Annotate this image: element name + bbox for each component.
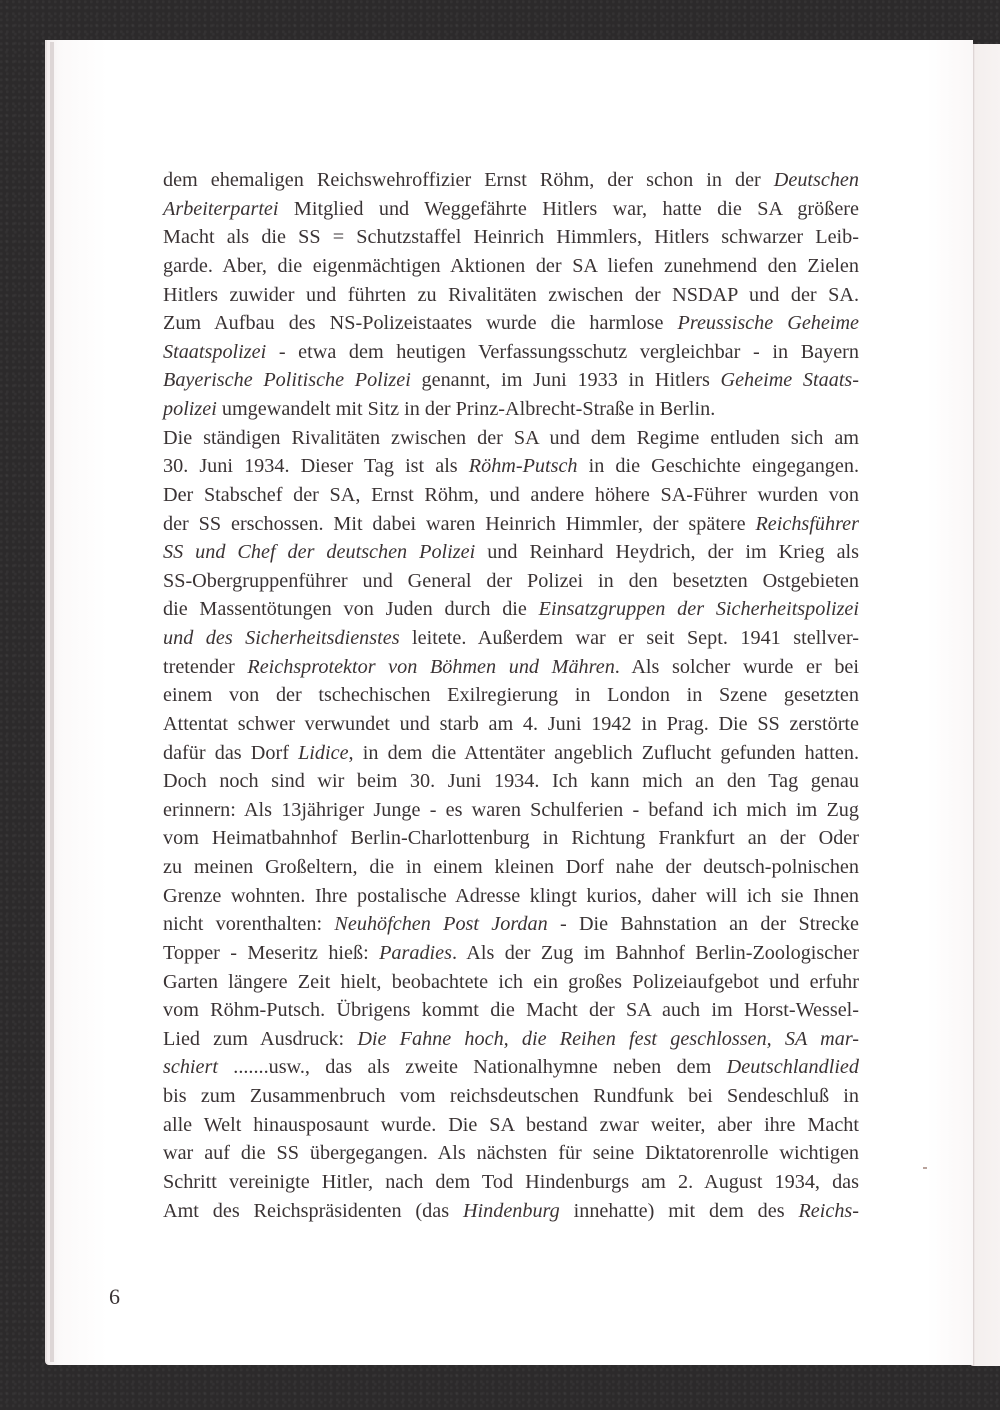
text-line: [163, 653, 859, 682]
text-line: [163, 452, 859, 481]
text-span: erinnern: Als 13jähriger Junge - es waren Schulferien - befand ich mich im Zug: [163, 798, 859, 821]
text-line: [163, 796, 859, 825]
italic-text: polizei: [163, 398, 217, 420]
text-line: [163, 281, 859, 310]
text-span: Der Stabschef der SA, Ernst Röhm, und andere höhere SA-Führer wurden von: [163, 483, 859, 506]
text-span: Hitlers zuwider und führten zu Rivalitäten zwischen der NSDAP und der SA.: [163, 283, 859, 306]
text-line: [163, 882, 859, 911]
text-line: [163, 195, 859, 224]
text-span: zu meinen Großeltern, die in einem kleinen Dorf nahe der deutsch-polnischen: [163, 856, 859, 878]
text-span: - Die Bahnstation an der Strecke: [547, 913, 859, 936]
text-span: Garten längere Zeit hielt, beobachtete ich ein großes Polizeiaufgebot und erfuhr: [163, 970, 859, 993]
text-line: [163, 252, 859, 281]
page-number: 6: [109, 1284, 120, 1309]
italic-text: Bayerische Politische Polizei: [163, 369, 411, 392]
italic-text: Einsatzgruppen der Sicherheitspolizei: [538, 598, 859, 621]
text-span: Mitglied und Weggefährte Hitlers war, hatte die SA größere: [278, 197, 859, 220]
text-span: alle Welt hinausposaunt wurde. Die SA bestand zwar weiter, aber ihre Macht: [163, 1113, 859, 1136]
text-line: [163, 996, 859, 1025]
text-line: [163, 223, 859, 252]
text-line: [163, 595, 859, 624]
text-span: die Massentötungen von Juden durch die: [163, 598, 539, 621]
italic-text: Preussische Geheime: [677, 312, 859, 335]
text-span: 30. Juni 1934. Dieser Tag ist als: [163, 455, 469, 478]
text-line: [163, 309, 859, 338]
text-span: der SS erschossen. Mit dabei waren Heinrich Himmler, der spätere: [163, 512, 756, 535]
italic-text: Deutschen: [773, 169, 859, 191]
italic-text: Arbeiterpartei: [163, 197, 279, 220]
text-line: [163, 1197, 859, 1226]
text-span: Grenze wohnten. Ihre postalische Adresse klingt kurios, daher will ich sie Ihnen: [163, 884, 859, 907]
text-line: [163, 338, 859, 367]
text-line: [163, 1082, 859, 1111]
italic-text: Lidice: [298, 741, 349, 764]
text-line: [163, 1025, 859, 1054]
italic-text: Neuhöfchen Post Jordan: [334, 913, 548, 936]
text-line: [163, 166, 859, 195]
text-span: .......usw., das als zweite Nationalhymne neben dem: [217, 1056, 727, 1079]
italic-text: Die Fahne hoch, die Reihen fest geschlossen, SA mar-: [357, 1027, 860, 1050]
italic-text: Reichs-: [798, 1199, 859, 1222]
text-line: [163, 538, 859, 567]
text-line: [163, 1111, 859, 1140]
text-span: umgewandelt mit Sitz in der Prinz-Albrecht-Straße in Berlin.: [216, 398, 716, 420]
text-span: Doch noch sind wir beim 30. Juni 1934. Ich kann mich an den Tag genau: [163, 770, 859, 793]
text-line: [163, 681, 859, 710]
body-text: [163, 166, 859, 1225]
text-line: [163, 1053, 859, 1082]
page-stack-edge: [50, 42, 54, 1362]
text-span: vom Röhm-Putsch. Übrigens kommt die Macht der SA auch im Horst-Wessel-: [163, 999, 859, 1022]
italic-text: Staatspolizei: [163, 340, 267, 363]
text-line: [163, 1168, 859, 1197]
text-span: nicht vorenthalten:: [163, 913, 335, 936]
print-mark: [923, 1167, 927, 1169]
italic-text: SS und Chef der deutschen Polizei: [163, 541, 476, 564]
italic-text: und des Sicherheitsdienstes: [163, 627, 400, 649]
text-span: einem von der tschechischen Exilregierung in London in Szene gesetzten: [163, 684, 859, 707]
text-span: Amt des Reichspräsidenten (das: [163, 1199, 463, 1222]
italic-text: Hindenburg: [462, 1199, 560, 1222]
text-span: dafür das Dorf: [163, 741, 299, 764]
adjacent-page-edge: [971, 44, 1000, 1366]
text-line: [163, 481, 859, 510]
text-span: SS-Obergruppenführer und General der Polizei in den besetzten Ostgebieten: [163, 569, 859, 592]
text-span: Attentat schwer verwundet und starb am 4. Juni 1942 in Prag. Die SS zerstörte: [163, 712, 859, 735]
italic-text: Röhm-Putsch: [468, 455, 578, 478]
text-span: Zum Aufbau des NS-Polizeistaates wurde die harmlose: [163, 312, 678, 335]
text-span: und Reinhard Heydrich, der im Krieg als: [475, 541, 860, 564]
text-line: [163, 624, 859, 653]
text-span: , in dem die Attentäter angeblich Zuflucht gefunden hatten.: [348, 741, 859, 764]
text-line: [163, 910, 859, 939]
text-span: - etwa dem heutigen Verfassungsschutz vergleichbar - in Bayern: [266, 340, 859, 363]
text-line: [163, 824, 859, 853]
text-span: tretender: [163, 655, 248, 678]
text-span: Schritt vereinigte Hitler, nach dem Tod Hindenburgs am 2. August 1934, das: [163, 1170, 859, 1193]
text-line: [163, 939, 859, 968]
text-line: [163, 1139, 859, 1168]
text-line: [163, 739, 859, 768]
text-span: vom Heimatbahnhof Berlin-Charlottenburg in Richtung Frankfurt an der Oder: [163, 827, 859, 850]
text-line: [163, 968, 859, 997]
italic-text: Deutschlandlied: [726, 1056, 859, 1079]
text-span: genannt, im Juni 1933 in Hitlers: [410, 369, 721, 392]
italic-text: Reichsprotektor von Böhmen und Mähren: [247, 655, 615, 678]
text-span: leitete. Außerdem war er seit Sept. 1941 stellver-: [399, 627, 859, 649]
text-span: Macht als die SS = Schutzstaffel Heinrich Himmlers, Hitlers schwarzer Leib-: [163, 226, 859, 249]
text-span: Die ständigen Rivalitäten zwischen der SA und dem Regime entluden sich am: [163, 426, 859, 449]
italic-text: Reichsführer: [755, 512, 859, 535]
text-span: innehatte) mit dem des: [559, 1199, 799, 1222]
text-line: [163, 767, 859, 796]
text-span: garde. Aber, die eigenmächtigen Aktionen der SA liefen zunehmend den Zielen: [163, 254, 859, 277]
italic-text: Geheime Staats-: [720, 369, 860, 392]
text-line: [163, 510, 859, 539]
text-line: [163, 567, 859, 596]
text-span: Topper - Meseritz hieß:: [163, 941, 380, 964]
italic-text: schiert: [163, 1056, 218, 1079]
text-span: in die Geschichte eingegangen.: [577, 455, 860, 478]
italic-text: Paradies: [379, 941, 452, 964]
text-line: [163, 853, 859, 882]
text-span: . Als der Zug im Bahnhof Berlin-Zoologischer: [451, 941, 859, 964]
text-span: dem ehemaligen Reichswehroffizier Ernst Röhm, der schon in der: [163, 169, 774, 191]
text-line: [163, 710, 859, 739]
text-span: Lied zum Ausdruck:: [163, 1027, 358, 1050]
text-span: . Als solcher wurde er bei: [614, 655, 859, 678]
text-line: [163, 424, 859, 453]
text-span: war auf die SS übergegangen. Als nächsten für seine Diktatorenrolle wichtigen: [163, 1142, 859, 1165]
text-span: bis zum Zusammenbruch vom reichsdeutschen Rundfunk bei Sendeschluß in: [163, 1085, 859, 1107]
text-line: [163, 395, 859, 424]
text-line: [163, 366, 859, 395]
